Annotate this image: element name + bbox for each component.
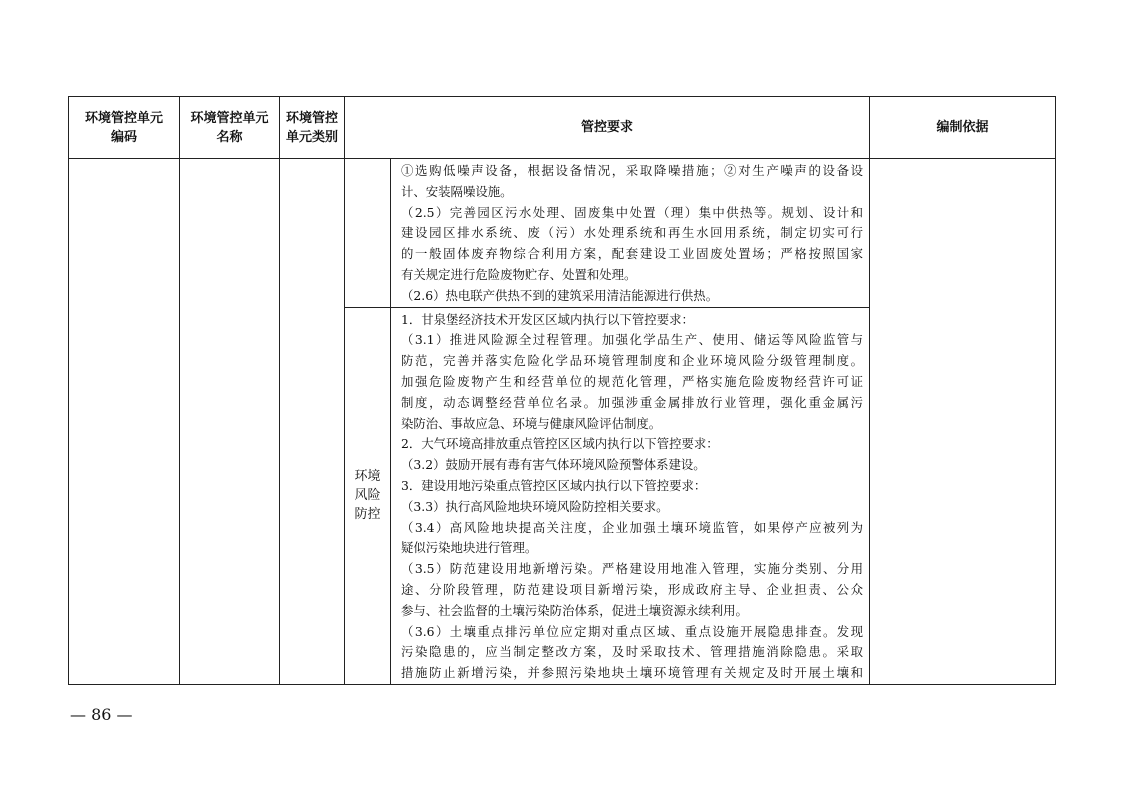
requirement-line: 途、分阶段管理，防范建设项目新增污染，形成政府主导、企业担责、公众 — [401, 581, 864, 597]
requirement-line: 建设园区排水系统、废（污）水处理系统和再生水回用系统，制定切实可行 — [401, 225, 864, 241]
requirement-line: 参与、社会监督的土壤污染防治体系，促进土壤资源永续利用。 — [401, 602, 748, 618]
header-unit-name: 环境管控单元名称 — [180, 97, 280, 159]
sub-category-cell: 环境风险防控 — [345, 307, 391, 684]
header-compilation-basis: 编制依据 — [870, 97, 1056, 159]
header-unit-code: 环境管控单元编码 — [69, 97, 180, 159]
requirement-line: （3.3）执行高风险地块环境风险防控相关要求。 — [401, 498, 669, 514]
requirement-line: 有关规定进行危险废物贮存、处置和处理。 — [401, 266, 637, 282]
requirement-line: 防范，完善并落实危险化学品环境管理制度和企业环境风险分级管理制度。 — [401, 353, 864, 369]
requirement-line: 3．建设用地污染重点管控区区域内执行以下管控要求： — [401, 477, 707, 493]
requirement-line: （3.6）土壤重点排污单位应定期对重点区域、重点设施开展隐患排查。发现 — [401, 623, 864, 639]
requirement-line: 计、安装隔噪设施。 — [401, 183, 513, 199]
requirement-line: （2.5）完善园区污水处理、固废集中处置（理）集中供热等。规划、设计和 — [401, 204, 864, 220]
header-control-requirements: 管控要求 — [345, 97, 870, 159]
table-row — [69, 159, 1056, 308]
requirement-line: 染防治、事故应急、环境与健康风险评估制度。 — [401, 415, 662, 431]
requirement-line: （3.4）高风险地块提高关注度，企业加强土壤环境监管，如果停产应被列为 — [401, 519, 864, 535]
requirements-cell — [391, 159, 870, 308]
requirement-line: 加强危险废物产生和经营单位的规范化管理，严格实施危险废物经营许可证 — [401, 373, 864, 389]
table-header-row — [69, 97, 1056, 159]
requirement-line: （3.1）推进风险源全过程管理。加强化学品生产、使用、储运等风险监管与 — [401, 332, 864, 348]
requirement-line: （3.5）防范建设用地新增污染。严格建设用地准入管理，实施分类别、分用 — [401, 561, 864, 577]
unit-name-cell — [180, 159, 280, 685]
requirements-table — [68, 96, 1056, 685]
requirements-cell — [391, 307, 870, 684]
basis-cell — [870, 159, 1056, 685]
unit-category-cell — [280, 159, 345, 685]
requirement-line: 的一般固体废弃物综合利用方案，配套建设工业固废处置场；严格按照国家 — [401, 246, 864, 262]
requirement-line: 2．大气环境高排放重点管控区区域内执行以下管控要求： — [401, 436, 719, 452]
requirement-line: （2.6）热电联产供热不到的建筑采用清洁能源进行供热。 — [401, 287, 719, 303]
requirement-line: 1．甘泉堡经济技术开发区区域内执行以下管控要求： — [401, 311, 694, 327]
sub-category-cell — [345, 159, 391, 308]
requirement-line: 措施防止新增污染，并参照污染地块土壤环境管理有关规定及时开展土壤和 — [401, 665, 864, 681]
requirement-line: ①选购低噪声设备，根据设备情况，采取降噪措施；②对生产噪声的设备设 — [401, 163, 864, 178]
page-number: — 86 — — [70, 705, 133, 724]
requirement-line: 疑似污染地块进行管理。 — [401, 540, 538, 556]
header-unit-category: 环境管控单元类别 — [280, 97, 345, 159]
unit-code-cell — [69, 159, 180, 685]
requirement-line: 污染隐患的，应当制定整改方案，及时采取技术、管理措施消除隐患。采取 — [401, 644, 864, 660]
requirement-line: （3.2）鼓励开展有毒有害气体环境风险预警体系建设。 — [401, 457, 706, 473]
requirement-line: 制度，动态调整经营单位名录。加强涉重金属排放行业管理，强化重金属污 — [401, 394, 864, 410]
